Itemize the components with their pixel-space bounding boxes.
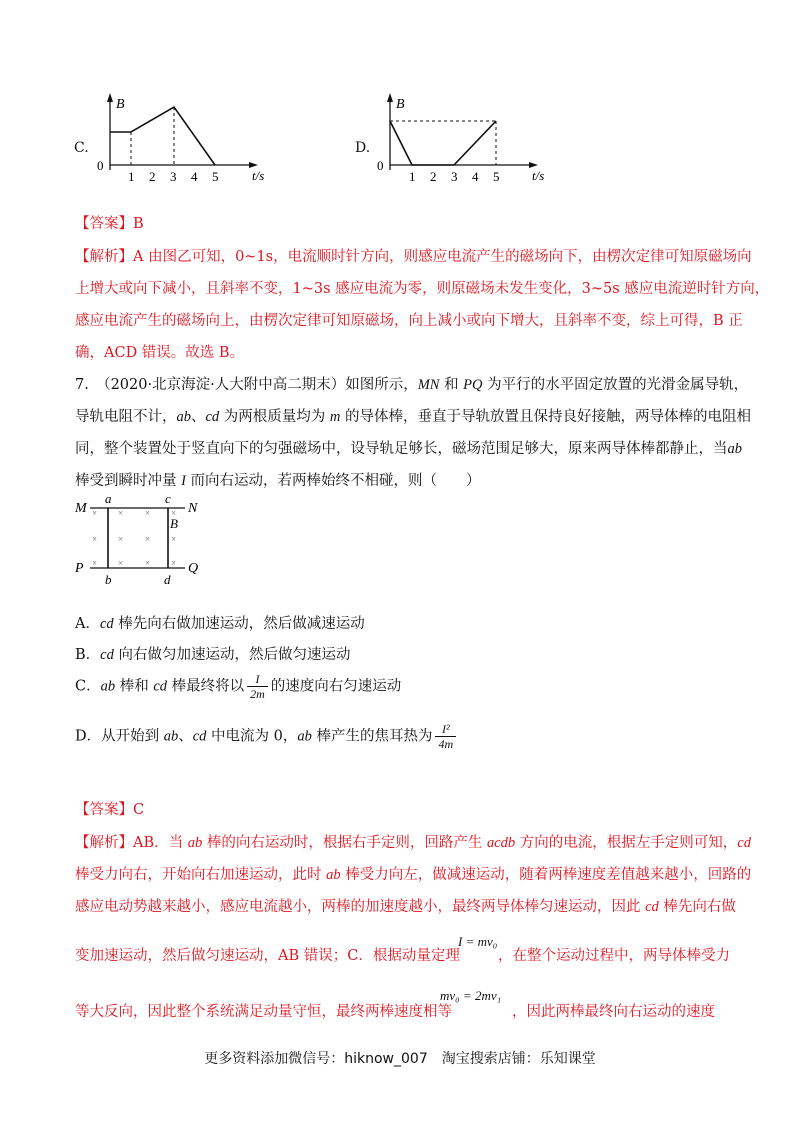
- q7-option-c: C．ab 棒和 cd 棒最终将以 $\frac{I}{2m}$ 的速度向右匀速运动: [75, 672, 402, 701]
- field-cross: ×: [118, 534, 124, 544]
- fraction-i-over-2m: $\frac{I}{2m}$: [247, 672, 268, 701]
- label-P: P: [75, 561, 84, 576]
- graph-d-tick-1: 1: [409, 169, 416, 184]
- q6-analysis-line-1: 【解析】A 由图乙可知，0~1s，电流顺时针方向，则感应电流产生的磁场向下，由楞次定律可知原磁场向: [75, 249, 752, 265]
- graph-d-tick-5: 5: [493, 169, 500, 184]
- graph-c-y-label: B: [116, 97, 125, 112]
- label-a: a: [105, 492, 112, 506]
- graph-d-tick-4: 4: [472, 169, 479, 184]
- q7-option-a: A．cd 棒先向右做加速运动，然后做减速运动: [75, 616, 365, 632]
- graph-d: [372, 90, 562, 190]
- graph-d-y-label: B: [396, 97, 405, 112]
- graph-c-curve: [110, 107, 215, 165]
- q7-analysis-line-5: 等大反向，因此整个系统满足动量守恒，最终两棒速度相等: [75, 1004, 452, 1020]
- field-cross: ×: [92, 558, 98, 568]
- footer-ad: 更多资料添加微信号：hiknow_007 淘宝搜索店铺：乐知课堂: [204, 1051, 596, 1067]
- field-cross: ×: [171, 534, 177, 544]
- field-cross: ×: [118, 508, 124, 518]
- graph-c-x-unit: t/s: [252, 168, 265, 183]
- field-cross: ×: [145, 534, 151, 544]
- graph-d-tick-3: 3: [451, 169, 458, 184]
- graph-d-y-arrow: [387, 93, 393, 102]
- q7-answer: 【答案】C: [75, 802, 145, 818]
- field-cross: ×: [171, 558, 177, 568]
- label-c: c: [165, 492, 171, 506]
- graph-c: [92, 90, 282, 190]
- graph-d-x-unit: t/s: [532, 168, 545, 183]
- label-N: N: [188, 501, 198, 516]
- q6-analysis-line-4: 确，ACD 错误。故选 B。: [75, 345, 245, 361]
- graph-c-tick-3: 3: [170, 169, 177, 184]
- graph-c-tick-2: 2: [149, 169, 156, 184]
- graph-d-option-label: D.: [355, 140, 371, 156]
- graph-c-tick-1: 1: [128, 169, 135, 184]
- graph-d-tick-2: 2: [430, 169, 437, 184]
- q7-stem-line-4: 棒受到瞬时冲量 I 而向右运动，若两棒始终不相碰，则（ ）: [75, 473, 481, 489]
- label-M: M: [75, 501, 87, 516]
- q6-analysis-line-2: 上增大或向下减小，且斜率不变，1~3s 感应电流为零，则原磁场未发生变化，3~5s 感应电流逆时针方向，: [75, 281, 770, 297]
- graph-c-origin: 0: [97, 158, 104, 173]
- field-cross: ×: [118, 558, 124, 568]
- q7-stem-line-3: 同，整个装置处于竖直向下的匀强磁场中，设导轨足够长，磁场范围足够大，原来两导体棒都静止，当ab: [75, 441, 742, 457]
- equation-momentum: mv₀ = 2mv₁: [440, 988, 502, 1003]
- q7-analysis-line-4: 变加速运动，然后做匀速运动，AB 错误；C．根据动量定理: [75, 948, 460, 964]
- q6-answer: 【答案】B: [75, 216, 144, 232]
- field-cross: ×: [92, 508, 98, 518]
- q7-stem-line-2: 导轨电阻不计，ab、cd 为两根质量均为 m 的导体棒，垂直于导轨放置且保持良好接触，两导体棒的电阻相: [75, 409, 751, 425]
- q7-stem-line-1: 7. （2020·北京海淀·人大附中高二期末）如图所示，MN 和 PQ 为平行的水平固定放置的光滑金属导轨，: [75, 377, 749, 393]
- field-cross: ×: [145, 558, 151, 568]
- graph-c-tick-5: 5: [212, 169, 219, 184]
- graph-c-option-label: C.: [74, 140, 89, 156]
- label-d: d: [164, 572, 171, 587]
- q7-analysis-line-3: 感应电动势越来越小，感应电流越小，两棒的加速度越小，最终两导体棒匀速运动，因此 cd 棒先向右做: [75, 899, 736, 915]
- q6-analysis-line-3: 感应电流产生的磁场向上，由楞次定律可知原磁场，向上减小或向下增大，且斜率不变，综上可得，B 正: [75, 313, 743, 329]
- field-cross: ×: [92, 534, 98, 544]
- graph-c-tick-4: 4: [191, 169, 198, 184]
- q7-analysis-line-5b: ，因此两棒最终向右运动的速度: [512, 1004, 715, 1020]
- label-Q: Q: [188, 561, 199, 576]
- label-B: B: [170, 516, 178, 531]
- graph-d-seg-3: [454, 121, 496, 165]
- field-cross: ×: [145, 508, 151, 518]
- rails-figure: [70, 492, 210, 592]
- graph-d-seg-1: [390, 121, 412, 165]
- equation-impulse: I = mv₀: [458, 934, 498, 949]
- label-b: b: [105, 572, 112, 587]
- fraction-i2-over-4m: $\frac{\text{I²}}{4m}$: [435, 722, 456, 751]
- q7-analysis-line-2: 棒受力向右，开始向右加速运动，此时 ab 棒受力向左，做减速运动，随着两棒速度差值越来越小，回路的: [75, 867, 752, 883]
- graph-d-origin: 0: [377, 158, 384, 173]
- q7-analysis-line-1: 【解析】AB．当 ab 棒的向右运动时，根据右手定则，回路产生 acdb 方向的电流，根据左手定则可知，cd: [75, 835, 751, 851]
- graph-c-y-arrow: [107, 93, 113, 102]
- q7-option-b: B．cd 向右做匀加速运动，然后做匀速运动: [75, 647, 351, 663]
- field-cross: ×: [171, 508, 177, 518]
- q7-analysis-line-4b: ，在整个运动过程中，两导体棒受力: [498, 948, 730, 964]
- q7-option-d: D．从开始到 ab、cd 中电流为 0，ab 棒产生的焦耳热为 $\frac{\text{I²}}{4m}$: [75, 722, 459, 751]
